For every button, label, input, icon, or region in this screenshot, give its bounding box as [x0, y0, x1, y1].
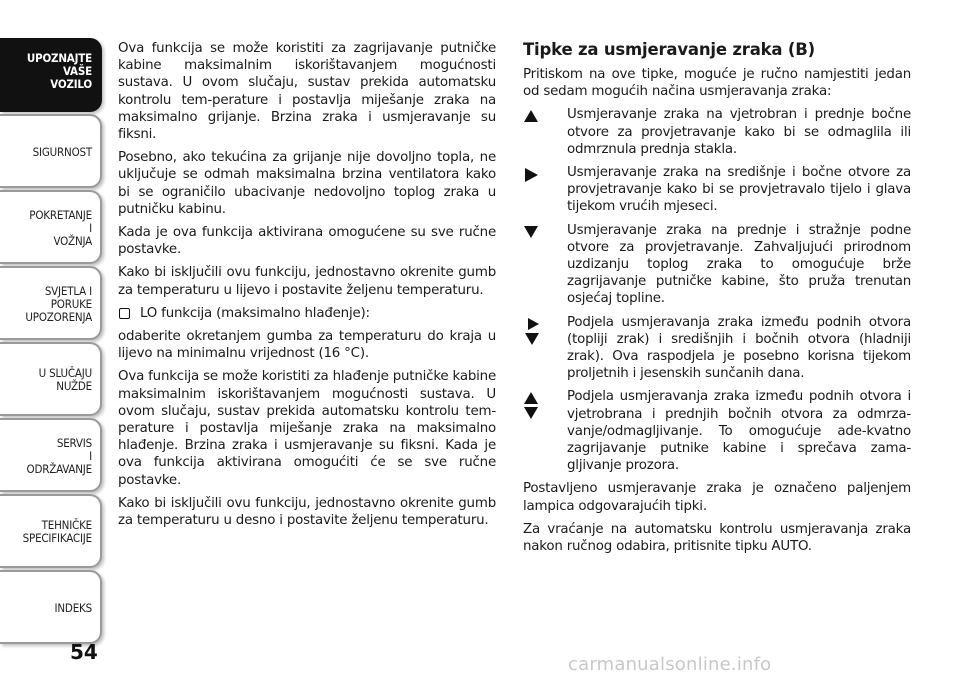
tab-label: POKRETANJE I VOŽNJA	[29, 208, 92, 248]
checkbox-bullet-item	[118, 305, 496, 322]
tab-svjetla-i-poruke-upozorenja[interactable]	[0, 266, 102, 340]
paragraph: odaberite okretanjem gumba za temperaturu do kraja u lijevo na minimalnu vrijednost (16 °C).	[118, 329, 496, 362]
tab-pokretanje-i-voznja[interactable]	[0, 190, 102, 264]
tab-label: SERVIS I ODRŽAVANJE	[26, 436, 92, 476]
chapter-tabs	[0, 38, 104, 646]
mode-description: Usmjeravanje zraka na prednje i stražnje podne otvore za provjetravanje. Zahvaljujući prirodnom uzdizanju toplog zraka to omogućuje brže zagrijavanje putničke kabine, što pruža trenutan osjećaj topline.	[567, 222, 911, 307]
tab-sigurnost[interactable]	[0, 114, 102, 188]
tab-tehnicke-specifikacije[interactable]	[0, 494, 102, 568]
tab-label: INDEKS	[54, 601, 92, 615]
paragraph: Ova funkcija se može koristiti za zagrijavanje putničke kabine maksimalnim iskorištavanjem mogućnosti sustava. U ovom slučaju, sustav prekida automatsku kontrolu tem-perature i postavlja miješanje zraka na maksimalno grijanje. Brzina zraka i usmjeravanje su fiksni.	[118, 41, 496, 143]
section-heading: Tipke za usmjeravanje zraka (B)	[523, 40, 815, 59]
arrow-right-down-icon	[523, 314, 567, 347]
watermark-text: carmanualsonline.info	[568, 654, 772, 675]
mode-item	[523, 164, 911, 216]
mode-description: Usmjeravanje zraka na vjetrobran i prednje bočne otvore za provjetravanje kako bi se odmaglila ili odmrznula prednja stakla.	[567, 107, 911, 157]
mode-item	[523, 314, 911, 383]
tab-label: UPOZNAJTE VAŠE VOZILO	[26, 51, 92, 91]
paragraph: Ova funkcija se može koristiti za hlađenje putničke kabine maksimalnim iskorištavanjem mogućnosti sustava. U ovom slučaju, sustav prekida automatsku kontrolu tem-perature i postavlja miješanje zraka na maksimalno hlađenje. Brzina zraka i usmjeravanje su fiksni. Kada je ova funkcija aktivirana omogućiti će se sve ručne postavke.	[118, 369, 496, 488]
page-number: 54	[70, 640, 98, 664]
mode-description: Usmjeravanje zraka na središnje i bočne otvore za provjetravanje kako bi se provjetravalo tijelo i glava tijekom vrućih mjeseci.	[567, 165, 911, 215]
tab-indeks[interactable]	[0, 570, 102, 644]
right-column	[523, 40, 911, 561]
paragraph: Pritiskom na ove tipke, moguće je ručno namjestiti jedan od sedam mogućih načina usmjeravanja zraka:	[523, 67, 911, 100]
tab-upoznajte-vase-vozilo[interactable]	[0, 38, 102, 112]
mode-item	[523, 388, 911, 474]
paragraph: Kako bi isključili ovu funkciju, jednostavno okrenite gumb za temperaturu u lijevo i postavite željenu temperaturu.	[118, 265, 496, 298]
tab-label: SIGURNOST	[32, 145, 92, 159]
paragraph: Postavljeno usmjeravanje zraka je označeno paljenjem lampica odgovarajućih tipki.	[523, 481, 911, 514]
paragraph: Kada je ova funkcija aktivirana omogućene su sve ručne postavke.	[118, 225, 496, 258]
tab-label: SVJETLA I PORUKE UPOZORENJA	[25, 284, 92, 324]
arrow-up-icon	[523, 106, 567, 123]
arrow-down-icon	[523, 222, 567, 239]
left-column	[118, 40, 496, 535]
paragraph: Posebno, ako tekućina za grijanje nije dovoljno topla, ne uključuje se odmah maksimalna brzina ventilatora kako bi se ograničilo ubacivanje nedovoljno toplog zraka u putničku kabinu.	[118, 150, 496, 217]
tab-label: U SLUČAJU NUŽDE	[38, 366, 92, 393]
mode-description: Podjela usmjeravanja zraka između podnih otvora i vjetrobrana i prednjih bočnih otvora za odmrza-vanje/odmagljivanje. To omogućuje ade-kvatno zagrijavanje putnike kabine i sprečava zama-gljivanje prozora.	[567, 389, 911, 474]
tab-label: TEHNIČKE SPECIFIKACIJE	[22, 518, 92, 545]
checkbox-bullet-label: LO funkcija (maksimalno hlađenje):	[140, 305, 370, 321]
mode-description: Podjela usmjeravanja zraka između podnih otvora (topliji zrak) i središnjih i bočnih otvora (hladniji zrak). Ova raspodjela je posebno korisna tijekom proljetnih i jesenskih sunčanih dana.	[567, 314, 911, 382]
mode-item	[523, 222, 911, 308]
tab-u-slucaju-nuzde[interactable]	[0, 342, 102, 416]
arrow-right-icon	[523, 164, 567, 183]
paragraph: Za vraćanje na automatsku kontrolu usmjeravanja zraka nakon ručnog odabira, pritisnite tipku AUTO.	[523, 521, 911, 555]
mode-item	[523, 106, 911, 158]
checkbox-bullet-icon	[119, 308, 130, 319]
paragraph: Kako bi isključili ovu funkciju, jednostavno okrenite gumb za temperaturu u desno i postavite željenu temperaturu.	[118, 495, 496, 529]
tab-servis-i-odrzavanje[interactable]	[0, 418, 102, 492]
arrow-up-down-icon	[523, 388, 567, 421]
